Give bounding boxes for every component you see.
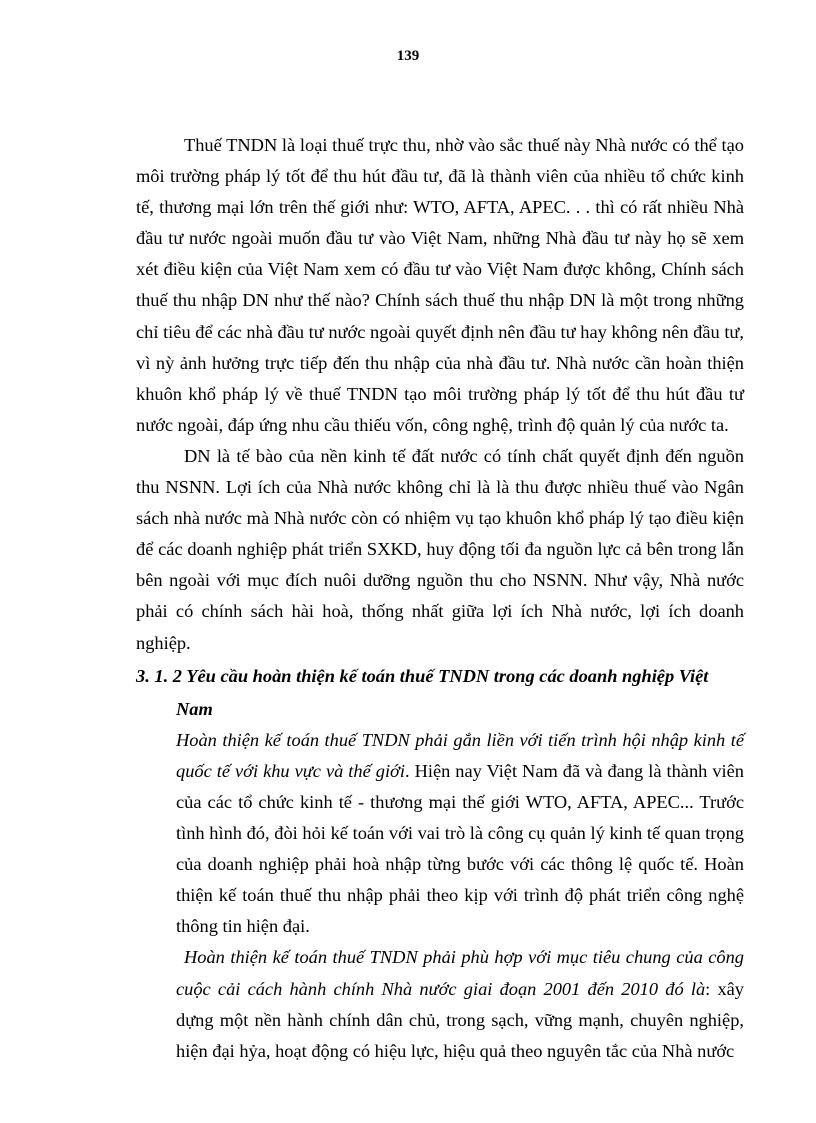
requirement-explanation-2: : xây dựng một nền hành chính dân chủ, trong sạch, vững mạnh, chuyên nghiệp, hiện đại hỷa, hoạt động có hiệu lực, hiệu quả theo nguyên tắc của Nhà nước	[176, 978, 744, 1061]
requirement-statement-2: Hoàn thiện kế toán thuế TNDN phải phù hợp với mục tiêu chung của công cuộc cải cách hành chính Nhà nước giai đoạn 2001 đến 2010 đó là	[176, 947, 744, 999]
paragraph-reform-requirement	[176, 942, 744, 1066]
section-heading: 3. 1. 2 Yêu cầu hoàn thiện kế toán thuế TNDN trong các doanh nghiệp Việt	[136, 665, 709, 686]
page-number: 139	[396, 48, 420, 64]
section-heading-continued: Nam	[176, 698, 213, 719]
requirements-block	[136, 725, 744, 1067]
paragraph-tax-investment: Thuế TNDN là loại thuế trực thu, nhờ vào sắc thuế này Nhà nước có thể tạo môi trường pháp lý tốt để thu hút đầu tư, đã là thành viên của nhiều tổ chức kinh tế, thương mại lớn trên thế giới như: WTO, AFTA, APEC. . . thì có rất nhiều Nhà đầu tư nước ngoài muốn đầu tư vào Việt Nam, những Nhà đầu tư này họ sẽ xem xét điều kiện của Việt Nam xem có đầu tư vào Việt Nam được không, Chính sách thuế thu nhập DN như thế nào? Chính sách thuế thu nhập DN là một trong những chỉ tiêu để các nhà đầu tư nước ngoài quyết định nên đầu tư hay không nên đầu tư, vì nỳ ảnh hưởng trực tiếp đến thu nhập của nhà đầu tư. Nhà nước cần hoàn thiện khuôn khổ pháp lý về thuế TNDN tạo môi trường pháp lý tốt để thu hút đầu tư nước ngoài, đáp ứng nhu cầu thiếu vốn, công nghệ, trình độ quản lý của nước ta.	[136, 135, 744, 435]
paragraph-integration-requirement	[176, 725, 744, 943]
requirement-explanation-1: . Hiện nay Việt Nam đã và đang là thành viên của các tổ chức kinh tế - thương mại thế giới WTO, AFTA, APEC... Trước tình hình đó, đòi hỏi kế toán với vai trò là công cụ quản lý kinh tế quan trọng của doanh nghiệp phải hoà nhập từng bước với các thông lệ quốc tế. Hoàn thiện kế toán thuế thu nhập phải theo kịp với trình độ phát triển công nghệ thông tin hiện đại.	[176, 760, 744, 937]
requirement-statement-1: Hoàn thiện kế toán thuế TNDN phải gắn liền với tiến trình hội nhập kinh tế quốc tế với khu vực và thế giới	[176, 729, 744, 781]
paragraph-enterprise-role: DN là tế bào của nền kinh tế đất nước có tính chất quyết định đến nguồn thu NSNN. Lợi ích của Nhà nước không chỉ là là thu được nhiều thuế vào Ngân sách nhà nước mà Nhà nước còn có nhiệm vụ tạo khuôn khổ pháp lý tạo điều kiện để các doanh nghiệp phát triển SXKD, huy động tối đa nguồn lực cả bên trong lẫn bên ngoài với mục đích nuôi dưỡng nguồn thu cho NSNN. Như vậy, Nhà nước phải có chính sách hài hoà, thống nhất giữa lợi ích Nhà nước, lợi ích doanh nghiệp.	[136, 445, 744, 653]
page-content	[136, 130, 744, 1067]
